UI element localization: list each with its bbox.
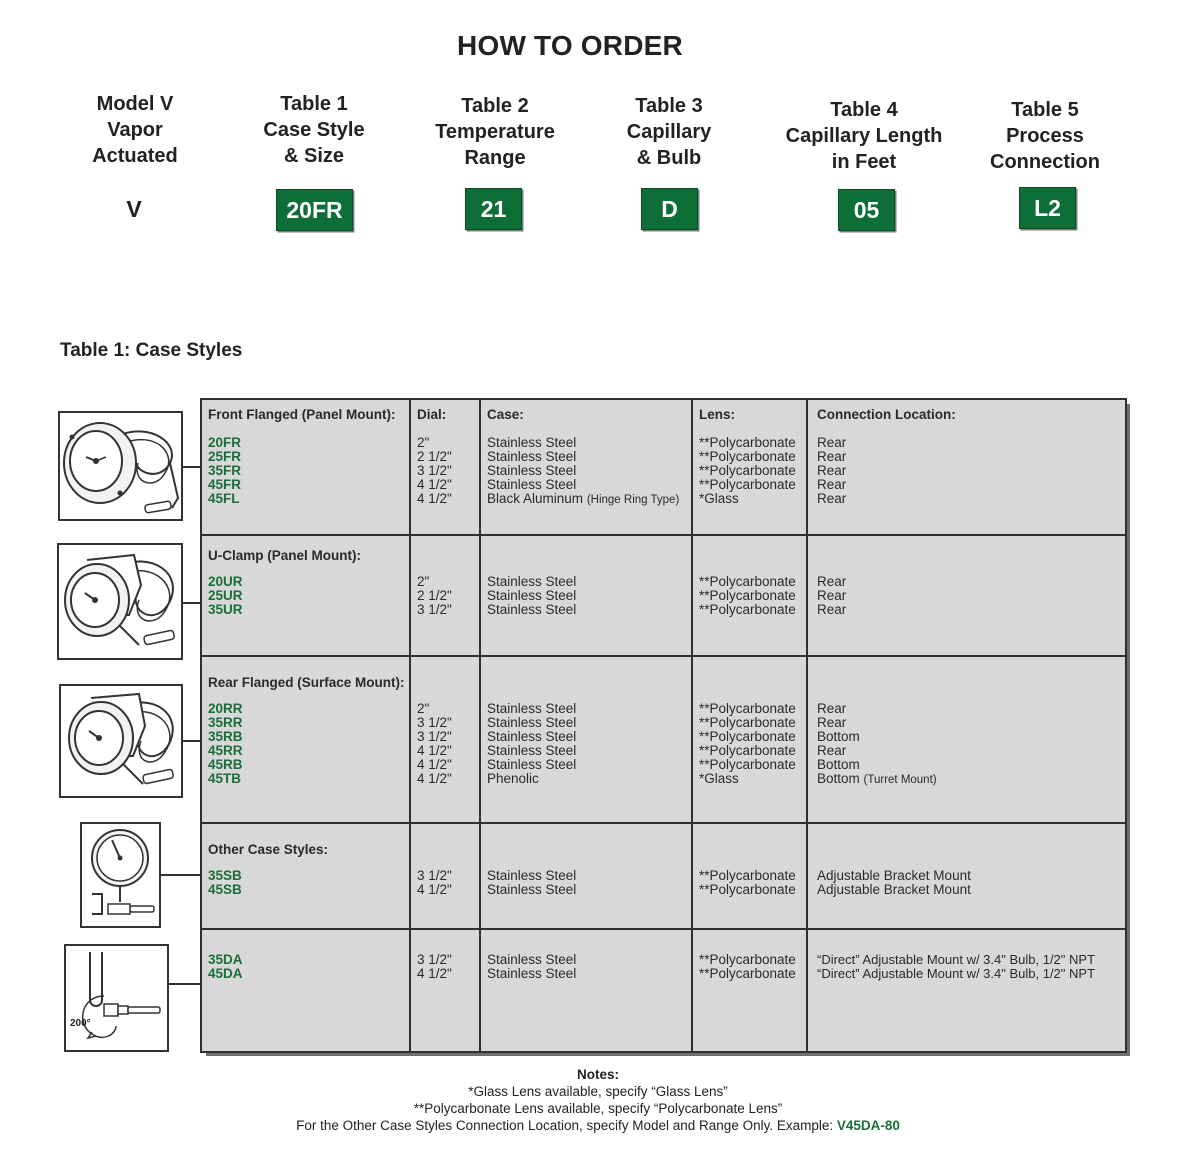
column-header-dial: Dial: bbox=[417, 407, 447, 422]
table-row bbox=[201, 535, 1126, 656]
table-cell: “Direct” Adjustable Mount w/ 3.4" Bulb, 1/2" NPT “Direct” Adjustable Mount w/ 3.4" Bulb, 1/2" NPT bbox=[807, 929, 1126, 1052]
table-cell bbox=[201, 823, 410, 929]
order-col-table4: Table 4 Capillary Length in Feet bbox=[785, 99, 943, 173]
case-note: (Hinge Ring Type) bbox=[586, 494, 680, 506]
conn-note: (Turret Mount) bbox=[863, 774, 937, 786]
model-code: 20FR bbox=[208, 435, 242, 450]
table-cell: Dial: 2" 2 1/2" 3 1/2" 4 1/2" 4 1/2" bbox=[410, 399, 480, 535]
table-cell: Stainless Steel Stainless Steel Stainless Steel bbox=[480, 535, 692, 656]
direct-mount-gauge-icon bbox=[64, 944, 169, 1052]
table-cell bbox=[201, 929, 410, 1052]
table-cell: Stainless Steel Stainless Steel bbox=[480, 929, 692, 1052]
thumb-connector bbox=[169, 983, 201, 985]
example-model: V45DA-80 bbox=[836, 1118, 900, 1133]
order-code-capillary-bulb: D bbox=[641, 188, 698, 230]
model-code: 45DA bbox=[208, 966, 243, 981]
note-glass: *Glass Lens available, specify “Glass Lens” bbox=[468, 1084, 728, 1099]
table-cell: Rear Rear Bottom Rear Bottom Bottom (Turret Mount) bbox=[807, 656, 1126, 823]
model-code: 25UR bbox=[208, 588, 243, 603]
table1-title: Table 1: Case Styles bbox=[60, 340, 243, 361]
page-title: HOW TO ORDER bbox=[457, 30, 683, 61]
thumb-connector bbox=[183, 466, 201, 468]
table-cell: Stainless Steel Stainless Steel bbox=[480, 823, 692, 929]
table-cell bbox=[201, 399, 410, 535]
model-code: 35DA bbox=[208, 952, 243, 967]
model-code: 35RB bbox=[208, 729, 243, 744]
model-code: 45FR bbox=[208, 477, 242, 492]
note-other: For the Other Case Styles Connection Location, specify Model and Range Only. Example: V45DA-80 bbox=[296, 1118, 900, 1133]
note-polycarbonate: **Polycarbonate Lens available, specify “Polycarbonate Lens” bbox=[413, 1101, 783, 1116]
notes-title: Notes: bbox=[576, 1067, 619, 1082]
order-col-table5: Table 5 Process Connection bbox=[990, 99, 1100, 173]
table-cell: Case: Stainless Steel Stainless Steel Stainless Steel Stainless Steel Black Aluminum (Hinge Ring Type) bbox=[480, 399, 692, 535]
order-col-table1: Table 1 Case Style & Size bbox=[263, 93, 365, 167]
table-row bbox=[201, 823, 1126, 929]
model-code: 45SB bbox=[208, 882, 242, 897]
model-code: 35SB bbox=[208, 868, 242, 883]
bracket-mount-gauge-icon bbox=[80, 822, 161, 928]
thumb-connector bbox=[183, 602, 201, 604]
model-code: 45FL bbox=[208, 491, 240, 506]
table-row bbox=[201, 656, 1126, 823]
table-cell: **Polycarbonate **Polycarbonate **Polycarbonate **Polycarbonate **Polycarbonate *Glass bbox=[692, 656, 807, 823]
column-header-case: Case: bbox=[487, 407, 524, 422]
table-cell: Stainless Steel Stainless Steel Stainless Steel Stainless Steel Stainless Steel Phenolic bbox=[480, 656, 692, 823]
table-cell bbox=[201, 535, 410, 656]
order-code-temperature-range: 21 bbox=[465, 188, 522, 230]
group-label: U-Clamp (Panel Mount): bbox=[208, 548, 361, 563]
column-header-lens: Lens: bbox=[699, 407, 736, 422]
table-row bbox=[201, 929, 1126, 1052]
table-cell: Rear Rear Rear bbox=[807, 535, 1126, 656]
table-cell: Lens: **Polycarbonate **Polycarbonate **Polycarbonate **Polycarbonate *Glass bbox=[692, 399, 807, 535]
model-code: 45RB bbox=[208, 757, 243, 772]
table-cell: Connection Location: Rear Rear Rear Rear Rear bbox=[807, 399, 1126, 535]
table-cell: **Polycarbonate **Polycarbonate bbox=[692, 823, 807, 929]
model-code: 45RR bbox=[208, 743, 243, 758]
model-code: 35RR bbox=[208, 715, 243, 730]
thumb-connector bbox=[161, 874, 201, 876]
order-col-table3: Table 3 Capillary & Bulb bbox=[626, 95, 712, 169]
table-cell: 3 1/2" 4 1/2" bbox=[410, 823, 480, 929]
notes bbox=[0, 1066, 1196, 1134]
column-header-connection: Connection Location: bbox=[817, 407, 956, 422]
u-clamp-gauge-icon bbox=[57, 543, 183, 660]
group-label: Front Flanged (Panel Mount): bbox=[208, 407, 396, 422]
model-code: 45TB bbox=[208, 771, 242, 786]
order-col-table2: Table 2 Temperature Range bbox=[435, 95, 555, 169]
model-code: 35UR bbox=[208, 602, 243, 617]
model-code: 35FR bbox=[208, 463, 242, 478]
model-code: 20UR bbox=[208, 574, 243, 589]
table-cell: **Polycarbonate **Polycarbonate bbox=[692, 929, 807, 1052]
group-label: Rear Flanged (Surface Mount): bbox=[208, 675, 405, 690]
order-col-model: Model V Vapor Actuated bbox=[92, 93, 178, 167]
order-code-case-style: 20FR bbox=[276, 189, 353, 231]
front-flanged-gauge-icon bbox=[58, 411, 183, 521]
table-cell: 2" 3 1/2" 3 1/2" 4 1/2" 4 1/2" 4 1/2" bbox=[410, 656, 480, 823]
thumb-connector bbox=[183, 740, 201, 742]
case-styles-table bbox=[200, 398, 1127, 1053]
group-label: Other Case Styles: bbox=[208, 842, 329, 857]
order-code-capillary-length: 05 bbox=[838, 189, 895, 231]
order-code-model: V bbox=[126, 196, 142, 222]
table-cell: 3 1/2" 4 1/2" bbox=[410, 929, 480, 1052]
table-cell bbox=[201, 656, 410, 823]
order-code-process-connection: L2 bbox=[1019, 187, 1076, 229]
table-cell: 2" 2 1/2" 3 1/2" bbox=[410, 535, 480, 656]
rear-flanged-gauge-icon bbox=[59, 684, 183, 798]
table-cell: **Polycarbonate **Polycarbonate **Polycarbonate bbox=[692, 535, 807, 656]
table-cell: Adjustable Bracket Mount Adjustable Bracket Mount bbox=[807, 823, 1126, 929]
angle-label: 200° bbox=[70, 1018, 91, 1029]
model-code: 25FR bbox=[208, 449, 242, 464]
table-row bbox=[201, 399, 1126, 535]
model-code: 20RR bbox=[208, 701, 243, 716]
